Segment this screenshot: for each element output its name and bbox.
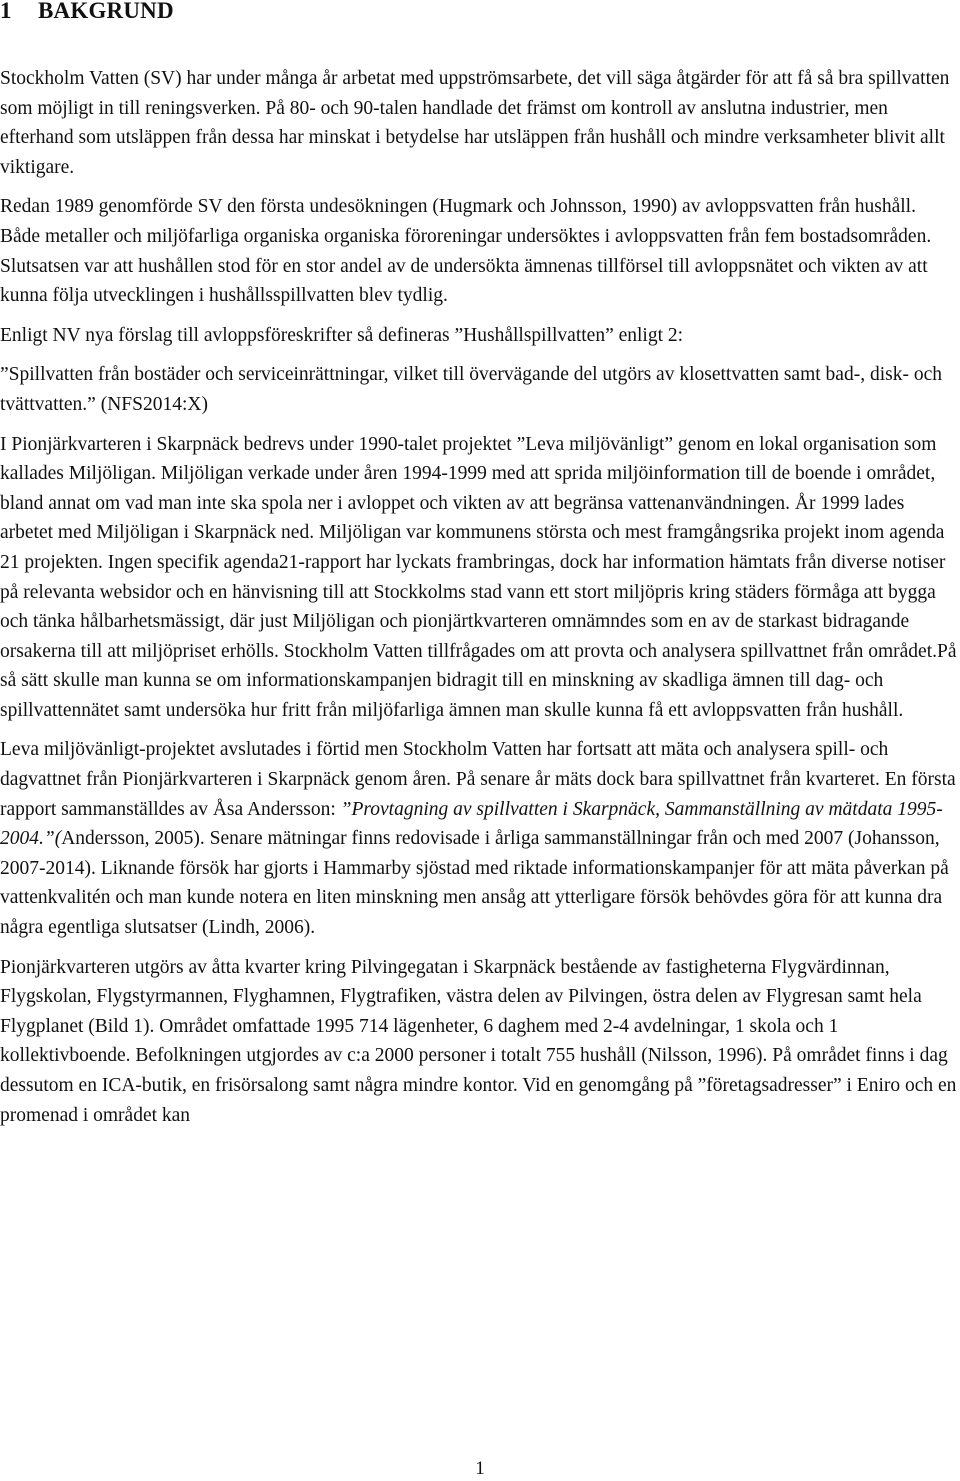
body-text (0, 64, 958, 1140)
page-number: 1 (475, 1458, 485, 1479)
paragraph-6-text-before: Leva miljövänligt-projektet avslutades i förtid men Stockholm Vatten har fortsatt att mäta och analysera spill- och dagvattnet från Pionjärkvarteren i Skarpnäck genom åren. På senare år mäts dock bara spillvattnet från kvarteret. En första rapport sammanställdes av Åsa Andersson: (0, 739, 956, 820)
section-heading (0, 0, 174, 24)
paragraph-1: Stockholm Vatten (SV) har under många år arbetat med uppströmsarbete, det vill säga åtgärder för att få så bra spillvatten som möjligt in till reningsverken. På 80- och 90-talen handlade det främst om kontroll av anslutna industrier, men efterhand som utsläppen från dessa har minskat i betydelse har utsläppen från hushåll och mindre verksamheter blivit allt viktigare. (0, 68, 950, 178)
section-title: BAKGRUND (38, 0, 174, 23)
quote-paragraph: ”Spillvatten från bostäder och serviceinrättningar, vilket till övervägande del utgörs av klosettvatten samt bad-, disk- och tvättvatten.” (NFS2014:X) (0, 364, 942, 415)
paragraph-2: Redan 1989 genomförde SV den första undesökningen (Hugmark och Johnsson, 1990) av avloppsvatten från hushåll. Både metaller och miljöfarliga organiska organiska föroreningar undersöktes i avloppsvatten från fem bostadsområden. Slutsatsen var att hushållen stod för en stor andel av de undersökta ämnenas tillförsel till avloppsnätet och vikten av att kunna följa utvecklingen i hushållsspillvatten blev tydlig. (0, 196, 932, 307)
paragraph-3: Enligt NV nya förslag till avloppsföreskrifter så defineras ”Hushållspillvatten” enligt 2: (0, 324, 684, 346)
section-number: 1 (0, 0, 12, 23)
paragraph-6 (0, 735, 958, 942)
paragraph-5: I Pionjärkvarteren i Skarpnäck bedrevs under 1990-talet projektet ”Leva miljövänligt” genom en lokal organisation som kallades Miljöligan. Miljöligan verkade under åren 1994-1999 med att sprida miljöinformation till de boende i området, bland annat om vad man inte ska spola ner i avloppet och vikten av att begränsa vattenanvändningen. År 1999 lades arbetet med Miljöligan i Skarpnäck ned. Miljöligan var kommunens största och mest framgångsrika projekt inom agenda 21 projekten. Ingen specifik agenda21-rapport har lyckats frambringas, dock har information hämtats från diverse notiser på relevanta websidor och en hänvisning till att Stockkolms stad vann ett stort miljöpris kring städers förmåga att bygga och tänka hålbarhetsmässigt, där just Miljöligan och pionjärtkvarteren omnämndes som en av de starkast bidragande orsakerna till att miljöpriset erhölls. Stockholm Vatten tillfrågades om att provta och analysera spillvattnet från området.På så sätt skulle man kunna se om informationskampanjen bidragit till en minskning av skadliga ämnen till dag- och spillvattennätet samt undersöka hur fritt från miljöfarliga ämnen man skulle kunna få ett avloppsvatten från hushåll. (0, 433, 957, 721)
paragraph-7: Pionjärkvarteren utgörs av åtta kvarter kring Pilvingegatan i Skarpnäck bestående av fastigheterna Flygvärdinnan, Flygskolan, Flygstyrmannen, Flyghamnen, Flygtrafiken, västra delen av Pilvingen, östra delen av Flygresan samt hela Flygplanet (Bild 1). Området omfattade 1995 714 lägenheter, 6 daghem med 2-4 avdelningar, 1 skola och 1 kollektivboende. Befolkningen utgjordes av c:a 2000 personer i totalt 755 hushåll (Nilsson, 1996). På området finns i dag dessutom en ICA-butik, en frisörsalong samt några mindre kontor. Vid en genomgång på ”företagsadresser” i Eniro och en promenad i området kan (0, 956, 957, 1126)
paragraph-6-text-after: Andersson, 2005). Senare mätningar finns redovisade i årliga sammanställningar från och med 2007 (Johansson, 2007-2014). Liknande försök har gjorts i Hammarby sjöstad med riktade informationskampanjer för att mäta påverkan på vattenkvalitén och man kunde notera en liten minskning men ansåg att ytterligare försök behövdes göra för att kunna dra några egentliga slutsatser (Lindh, 2006). (0, 828, 949, 939)
report-title-italic: ”Provtagning av spillvatten i Skarpnäck, Sammanställning av mätdata 1995-2004.”( (0, 798, 943, 850)
